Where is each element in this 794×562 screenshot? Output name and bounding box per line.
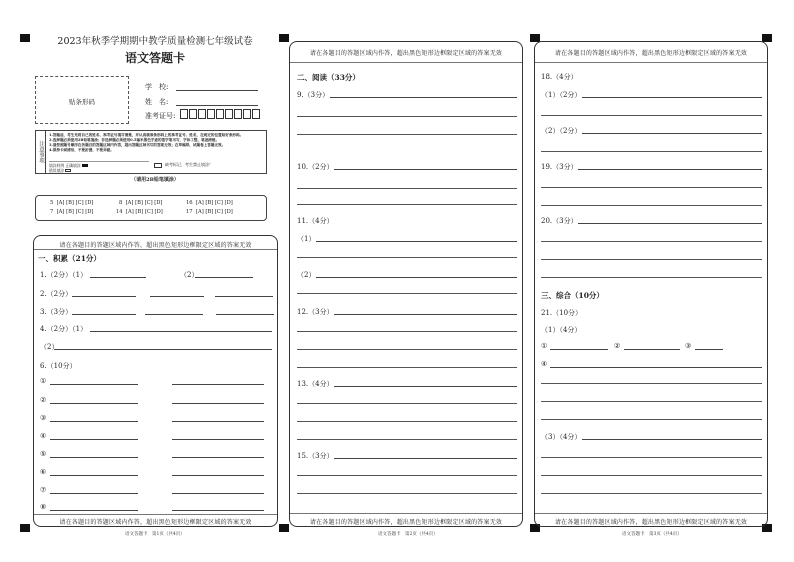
answer-line[interactable] <box>172 457 264 458</box>
exam-no-label: 准考证号: <box>145 112 176 120</box>
answer-line[interactable] <box>172 475 264 476</box>
choice-box <box>35 195 267 221</box>
circled-num: ⑤ <box>40 450 47 458</box>
answer-line[interactable] <box>297 257 517 258</box>
answer-line[interactable] <box>297 421 517 422</box>
notice-bottom: 请在各题目的答题区域内作答，超出黑色矩形边框限定区域的答案无效 <box>309 519 503 526</box>
answer-line[interactable] <box>297 116 517 117</box>
answer-line[interactable] <box>334 169 517 170</box>
answer-line[interactable] <box>50 384 138 385</box>
question-18a: （1）（2分） <box>541 91 582 99</box>
answer-line[interactable] <box>50 510 138 511</box>
answer-line[interactable] <box>297 439 517 440</box>
circled-num: ② <box>614 342 621 350</box>
choice-row[interactable]: 8 [A] [B] [C] [D] <box>119 200 163 206</box>
answer-line[interactable] <box>72 296 136 297</box>
answer-line[interactable] <box>297 134 517 135</box>
circled-num: ④ <box>40 432 47 440</box>
answer-line[interactable] <box>550 367 762 368</box>
page-footer: 语文答题卡 第3页（共4页） <box>622 532 682 537</box>
divider <box>535 62 767 63</box>
choice-row[interactable]: 7 [A] [B] [C] [D] <box>50 209 94 215</box>
empty-box <box>65 169 71 172</box>
answer-line[interactable] <box>195 277 253 278</box>
answer-line[interactable] <box>72 314 136 315</box>
answer-line[interactable] <box>334 314 517 315</box>
answer-line[interactable] <box>297 475 517 476</box>
divider <box>290 62 522 63</box>
fill-wrong-label: 错误填涂 <box>49 168 65 173</box>
question-15: 15.（3分） <box>297 452 334 460</box>
digit-box[interactable] <box>234 109 242 119</box>
divider <box>535 513 767 514</box>
answer-line[interactable] <box>172 493 264 494</box>
note-line: 2.选择题必须使用2B铅笔填涂；非选择题必须使用0.5毫米黑色字迹的签字笔书写，字体工整、笔迹清楚。 <box>49 138 220 142</box>
question-18: 18.（4分） <box>541 73 578 81</box>
circled-num: ⑧ <box>40 503 47 511</box>
barcode-label: 贴条形码 <box>69 98 95 106</box>
digit-box[interactable] <box>225 109 233 119</box>
notes-side-label: 注意事项 <box>36 131 46 173</box>
answer-line[interactable] <box>50 403 138 404</box>
note-line: 4.保持卡面清洁，不要折叠、不要弄破。 <box>49 148 114 152</box>
notice-top: 请在各题目的答题区域内作答，超出黑色矩形边框限定区域的答案无效 <box>59 242 252 249</box>
registration-mark <box>20 34 30 42</box>
answer-line[interactable] <box>172 403 264 404</box>
question-21c: （3）（4分） <box>541 433 582 441</box>
answer-line[interactable] <box>541 277 762 278</box>
question-18b: （2）（2分） <box>541 127 582 135</box>
digit-box[interactable] <box>243 109 251 119</box>
barcode-box <box>35 76 129 124</box>
registration-mark <box>20 524 30 532</box>
answer-line[interactable] <box>578 169 762 170</box>
answer-line[interactable] <box>550 349 608 350</box>
registration-mark <box>279 34 289 42</box>
answer-line[interactable] <box>541 151 762 152</box>
answer-line[interactable] <box>90 331 272 332</box>
notice-bottom: 请在各题目的答题区域内作答，超出黑色矩形边框限定区域的答案无效 <box>554 519 748 526</box>
question-4b: （2） <box>40 343 59 351</box>
absent-note: 缺考标记，考生禁止填涂！ <box>165 162 213 167</box>
answer-line[interactable] <box>624 349 680 350</box>
answer-line[interactable] <box>541 115 762 116</box>
circled-num: ⑦ <box>40 486 47 494</box>
filled-box <box>82 164 88 167</box>
choice-row[interactable]: 16 [A] [B] [C] [D] <box>186 200 233 206</box>
page-footer: 语文答题卡 第1页（共4页） <box>125 532 185 537</box>
circled-num: ① <box>40 377 47 385</box>
page-footer: 语文答题卡 第2页（共4页） <box>378 532 438 537</box>
choice-row[interactable]: 17 [A] [B] [C] [D] <box>186 209 233 215</box>
exam-title: 2023年秋季学期期中教学质量检测七年级试卷 <box>57 36 253 47</box>
divider <box>34 249 277 250</box>
digit-box[interactable] <box>216 109 224 119</box>
answer-line[interactable] <box>150 296 204 297</box>
circled-num: ④ <box>541 360 548 368</box>
fill-example <box>49 161 149 173</box>
answer-line[interactable] <box>541 205 762 206</box>
question-21: 21.（10分） <box>541 309 583 317</box>
answer-line[interactable] <box>54 349 272 350</box>
question-11a: （1） <box>297 235 316 243</box>
answer-line[interactable] <box>50 457 138 458</box>
answer-line[interactable] <box>541 187 762 188</box>
answer-line[interactable] <box>541 493 762 494</box>
digit-box[interactable] <box>252 109 260 119</box>
question-19: 19.（3分） <box>541 163 578 171</box>
divider <box>290 513 522 514</box>
question-4: 4.（2分）（1） <box>40 325 88 333</box>
question-3: 3.（3分） <box>40 308 73 316</box>
question-11b: （2） <box>297 271 316 279</box>
circled-num: ② <box>40 396 47 404</box>
answer-line[interactable] <box>297 403 517 404</box>
question-2: 2.（2分） <box>40 290 73 298</box>
school-field[interactable] <box>176 90 258 91</box>
answer-line[interactable] <box>172 510 264 511</box>
digit-box[interactable] <box>180 109 188 119</box>
fill-correct-label: 正确填涂 <box>65 163 81 168</box>
answer-line[interactable] <box>297 293 517 294</box>
notes-box <box>35 130 267 174</box>
answer-line[interactable] <box>695 349 723 350</box>
answer-line[interactable] <box>541 401 762 402</box>
answer-line[interactable] <box>172 439 264 440</box>
question-21a: （1）（4分） <box>541 326 582 334</box>
answer-line[interactable] <box>541 475 762 476</box>
name-field[interactable] <box>176 105 258 106</box>
answer-line[interactable] <box>50 421 138 422</box>
answer-line[interactable] <box>582 133 762 134</box>
question-1: 1.（2分）（1） <box>40 271 88 279</box>
question-11: 11.（4分） <box>297 217 334 225</box>
question-12: 12.（3分） <box>297 308 334 316</box>
name-label: 姓 名: <box>145 98 169 106</box>
answer-line[interactable] <box>297 493 517 494</box>
divider <box>34 514 277 515</box>
answer-line[interactable] <box>541 259 762 260</box>
question-20: 20.（3分） <box>541 217 578 225</box>
section-title: 二、阅读（33分） <box>297 73 360 82</box>
registration-mark <box>762 34 772 42</box>
answer-line[interactable] <box>582 439 762 440</box>
digit-box[interactable] <box>198 109 206 119</box>
section-title: 一、积累（21分） <box>38 254 101 263</box>
answer-line[interactable] <box>215 296 273 297</box>
circled-num: ① <box>541 342 548 350</box>
answer-line[interactable] <box>541 457 762 458</box>
section-title: 三、综合（10分） <box>541 291 604 300</box>
question-9: 9.（3分） <box>297 91 330 99</box>
answer-line[interactable] <box>145 314 203 315</box>
answer-line[interactable] <box>541 419 762 420</box>
choice-row[interactable]: 5 [A] [B] [C] [D] <box>50 200 94 206</box>
answer-line[interactable] <box>50 493 138 494</box>
question-10: 10.（2分） <box>297 163 334 171</box>
answer-line[interactable] <box>334 458 517 459</box>
answer-line[interactable] <box>172 384 264 385</box>
question-6: 6.（10分） <box>40 362 77 370</box>
exam-no-boxes[interactable] <box>180 109 260 119</box>
answer-line[interactable] <box>330 97 517 98</box>
answer-line[interactable] <box>172 421 264 422</box>
answer-line[interactable] <box>578 223 762 224</box>
digit-box[interactable] <box>207 109 215 119</box>
answer-line[interactable] <box>541 241 762 242</box>
answer-line[interactable] <box>297 204 517 205</box>
answer-line[interactable] <box>297 367 517 368</box>
question-1b: （2） <box>180 271 199 279</box>
answer-line[interactable] <box>216 314 274 315</box>
circled-num: ⑥ <box>40 468 47 476</box>
answer-line[interactable] <box>334 386 517 387</box>
digit-box[interactable] <box>189 109 197 119</box>
answer-line[interactable] <box>316 241 517 242</box>
registration-mark <box>279 524 289 532</box>
answer-panel-3 <box>534 41 768 527</box>
notice-bottom: 请在各题目的答题区域内作答，超出黑色矩形边框限定区域的答案无效 <box>59 519 252 526</box>
answer-line[interactable] <box>90 277 146 278</box>
choice-row[interactable]: 14 [A] [B] [C] [D] <box>116 209 163 215</box>
note-line: 3.请按照题号顺序在各题目的答题区域内作答，超出答题区域书写的答案无效；在草稿纸、试题卷上答题无效。 <box>49 143 226 147</box>
answer-line[interactable] <box>297 331 517 332</box>
circled-num: ③ <box>40 414 47 422</box>
card-title: 语文答题卡 <box>124 51 185 65</box>
answer-line[interactable] <box>541 383 762 384</box>
note-line: 1.答题前，考生先将自己的姓名、准考证号填写清楚，并认真核准条形码上的准考证号、姓名，在规定的位置贴好条形码。 <box>49 133 244 137</box>
notice-top: 请在各题目的答题区域内作答，超出黑色矩形边框限定区域的答案无效 <box>554 50 748 57</box>
answer-line[interactable] <box>297 188 517 189</box>
question-13: 13.（4分） <box>297 380 334 388</box>
school-label: 学 校: <box>145 83 169 91</box>
fill-example-label: 填涂样例 <box>49 163 65 168</box>
circled-num: ③ <box>685 342 692 350</box>
answer-line[interactable] <box>316 277 517 278</box>
choice-header: （请用2B铅笔填涂） <box>131 177 179 183</box>
answer-line[interactable] <box>50 439 138 440</box>
absent-checkbox[interactable] <box>154 163 162 168</box>
answer-line[interactable] <box>50 475 138 476</box>
notice-top: 请在各题目的答题区域内作答，超出黑色矩形边框限定区域的答案无效 <box>309 50 503 57</box>
notes-text <box>49 133 264 161</box>
answer-line[interactable] <box>297 349 517 350</box>
answer-line[interactable] <box>582 97 762 98</box>
